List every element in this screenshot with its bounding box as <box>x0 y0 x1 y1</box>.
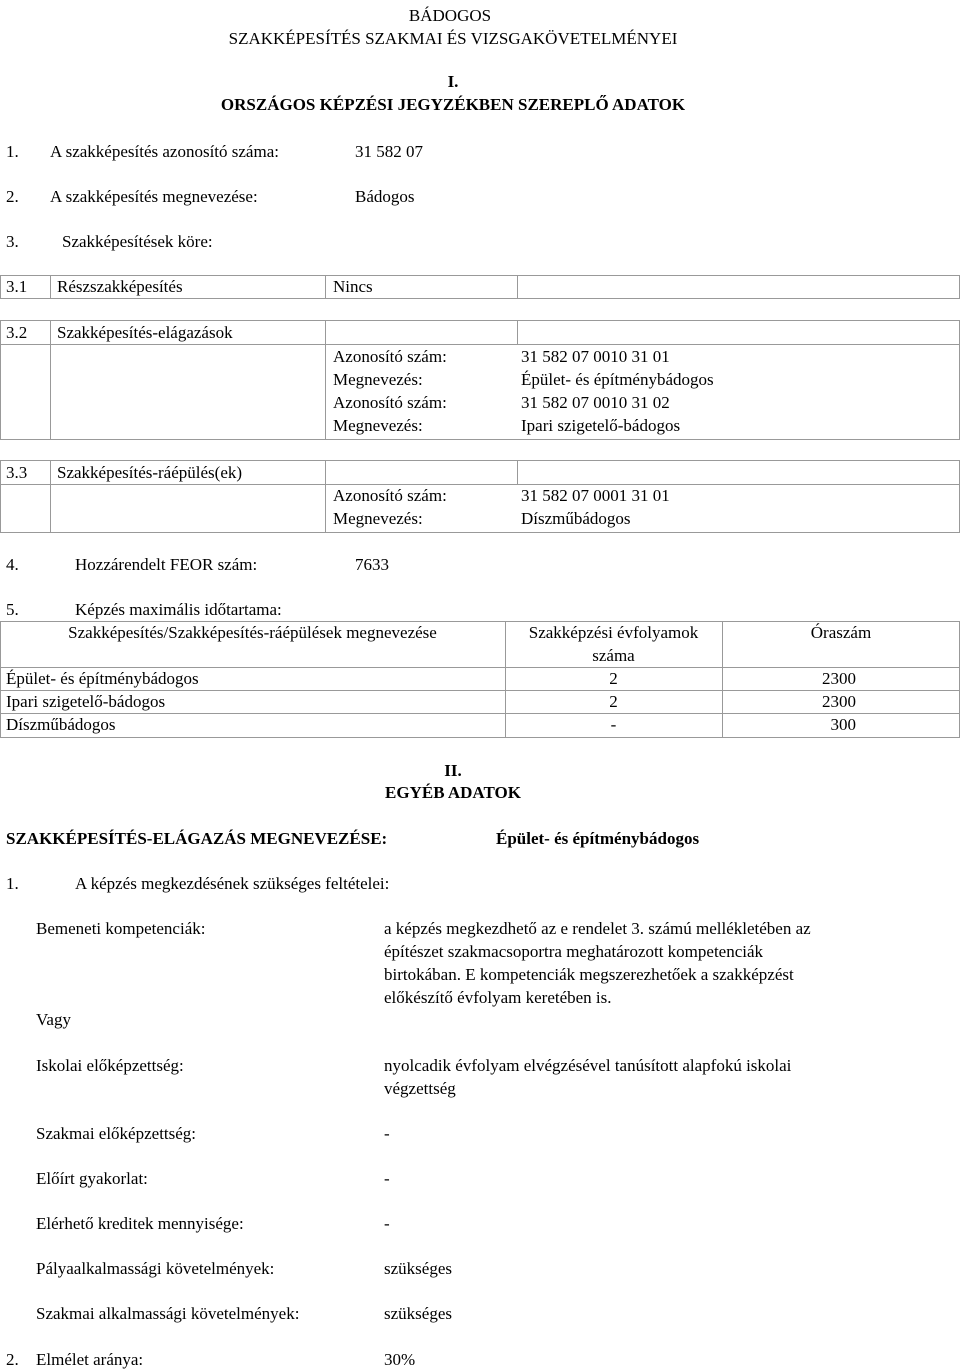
addition-id: 31 582 07 0001 31 01 <box>521 486 670 505</box>
subitem-3-1-value: Nincs <box>333 277 373 296</box>
prof-prereq-value: - <box>384 1124 390 1143</box>
row-years: 2 <box>609 669 618 688</box>
entry-competence-label: Bemeneti kompetenciák: <box>36 919 206 938</box>
school-line: végzettség <box>384 1079 456 1098</box>
row-hours: 2300 <box>822 692 856 711</box>
item4-value: 7633 <box>355 555 389 574</box>
item2-label: A szakképesítés megnevezése: <box>50 187 258 206</box>
addition-name: Díszműbádogos <box>521 509 631 528</box>
branch-name-label: Megnevezés: <box>333 416 423 435</box>
duration-header-years: Szakképzési évfolyamok <box>528 623 699 642</box>
subitem-3-2-label: Szakképesítés-elágazások <box>57 323 233 342</box>
addition-name-label: Megnevezés: <box>333 509 423 528</box>
row-name: Ipari szigetelő-bádogos <box>6 692 166 711</box>
para1-number: 1. <box>6 874 19 893</box>
branch-name: Ipari szigetelő-bádogos <box>521 416 681 435</box>
school-line: nyolcadik évfolyam elvégzésével tanúsított alapfokú iskolai <box>384 1056 792 1075</box>
para1-label: A képzés megkezdésének szükséges feltételei: <box>75 874 390 893</box>
section2-number: II. <box>444 761 462 780</box>
branch-name: Épület- és építménybádogos <box>521 370 714 389</box>
row-name: Épület- és építménybádogos <box>6 669 199 688</box>
or-label: Vagy <box>36 1010 71 1029</box>
para2-number: 2. <box>6 1350 19 1369</box>
doc-title: BÁDOGOS <box>408 6 492 25</box>
duration-header-years-2: száma <box>592 646 635 665</box>
section1-title: ORSZÁGOS KÉPZÉSI JEGYZÉKBEN SZEREPLŐ ADATOK <box>220 95 686 114</box>
branch-id: 31 582 07 0010 31 01 <box>521 347 670 366</box>
item2-value: Bádogos <box>355 187 415 206</box>
duration-header-name: Szakképesítés/Szakképesítés-ráépülések megnevezése <box>68 623 437 642</box>
item4-number: 4. <box>6 555 19 574</box>
branch-name-label: Megnevezés: <box>333 370 423 389</box>
addition-id-label: Azonosító szám: <box>333 486 447 505</box>
subitem-3-3-label: Szakképesítés-ráépülés(ek) <box>57 463 243 482</box>
practice-value: - <box>384 1169 390 1188</box>
item5-label: Képzés maximális időtartama: <box>75 600 282 619</box>
item3-label: Szakképesítések köre: <box>62 232 213 251</box>
entry-competence-line: építészet szakmacsoportra meghatározott kompetenciák <box>384 942 764 961</box>
item4-label: Hozzárendelt FEOR szám: <box>75 555 258 574</box>
subitem-3-1-label: Részszakképesítés <box>57 277 183 296</box>
duration-header-hours: Óraszám <box>810 623 872 642</box>
row-hours: 2300 <box>822 669 856 688</box>
item5-number: 5. <box>6 600 19 619</box>
school-label: Iskolai előképzettség: <box>36 1056 184 1075</box>
prof-prereq-label: Szakmai előképzettség: <box>36 1124 197 1143</box>
theory-ratio-value: 30% <box>384 1350 416 1369</box>
health-req-value: szükséges <box>384 1304 452 1323</box>
entry-competence-line: birtokában. E kompetenciák megszerezhetőek a szakképzést <box>384 965 794 984</box>
credits-value: - <box>384 1214 390 1233</box>
branch-id: 31 582 07 0010 31 02 <box>521 393 670 412</box>
branch-id-label: Azonosító szám: <box>333 347 447 366</box>
item3-number: 3. <box>6 232 19 251</box>
section2-title: EGYÉB ADATOK <box>385 783 521 802</box>
subitem-3-1-number: 3.1 <box>6 277 28 296</box>
branch-id-label: Azonosító szám: <box>333 393 447 412</box>
item1-number: 1. <box>6 142 19 161</box>
branch-heading-value: Épület- és építménybádogos <box>496 829 700 848</box>
entry-competence-line: a képzés megkezdhető az e rendelet 3. számú mellékletében az <box>384 919 811 938</box>
item2-number: 2. <box>6 187 19 206</box>
subitem-3-2-number: 3.2 <box>6 323 28 342</box>
career-req-value: szükséges <box>384 1259 452 1278</box>
career-req-label: Pályaalkalmassági követelmények: <box>36 1259 275 1278</box>
section1-number: I. <box>447 72 459 91</box>
entry-competence-line: előkészítő évfolyam keretében is. <box>384 988 612 1007</box>
subitem-3-3-number: 3.3 <box>6 463 28 482</box>
item1-value: 31 582 07 <box>355 142 423 161</box>
row-years: - <box>610 715 617 734</box>
row-hours: 300 <box>830 715 856 734</box>
doc-subtitle: SZAKKÉPESÍTÉS SZAKMAI ÉS VIZSGAKÖVETELMÉNYEI <box>228 29 678 48</box>
practice-label: Előírt gyakorlat: <box>36 1169 148 1188</box>
item1-label: A szakképesítés azonosító száma: <box>50 142 279 161</box>
health-req-label: Szakmai alkalmassági követelmények: <box>36 1304 300 1323</box>
row-name: Díszműbádogos <box>6 715 116 734</box>
credits-label: Elérhető kreditek mennyisége: <box>36 1214 244 1233</box>
row-years: 2 <box>609 692 618 711</box>
theory-ratio-label: Elmélet aránya: <box>36 1350 144 1369</box>
branch-heading-label: SZAKKÉPESÍTÉS-ELÁGAZÁS MEGNEVEZÉSE: <box>6 829 388 848</box>
